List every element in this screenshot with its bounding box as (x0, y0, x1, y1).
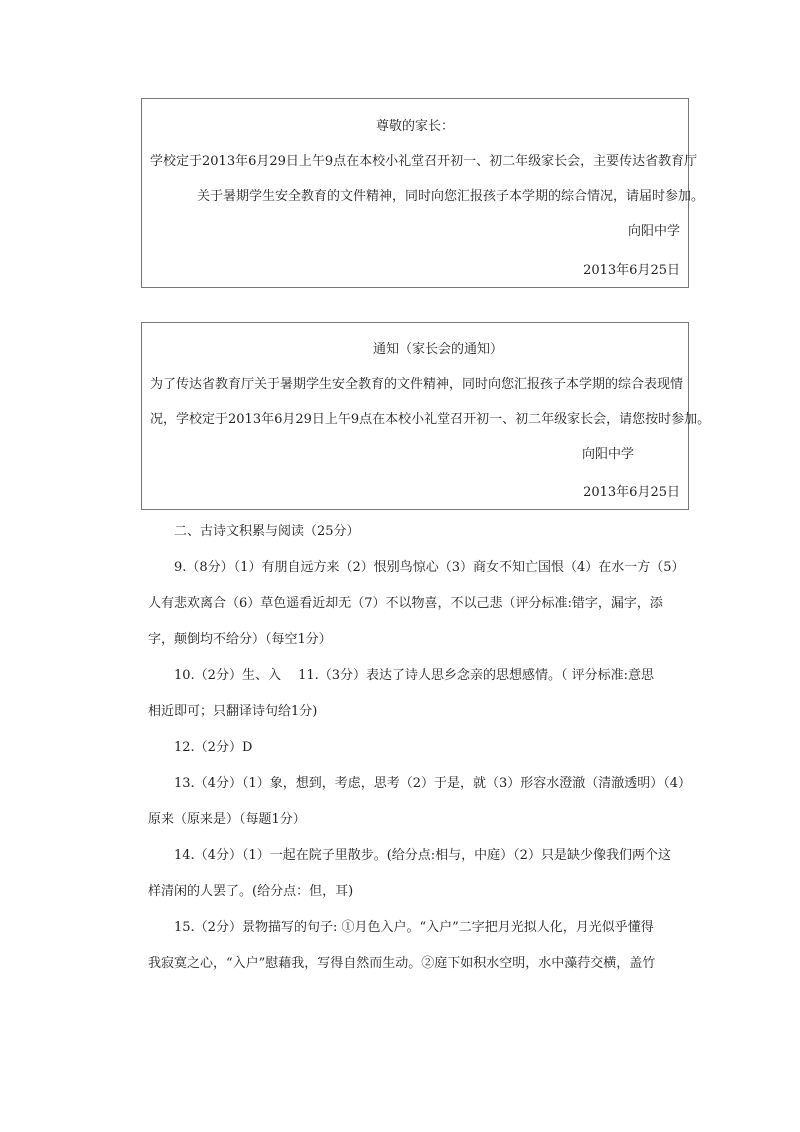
section-heading: 二、古诗文积累与阅读（25分） (174, 524, 360, 539)
answer-line: 13.（4分）（1）象，想到，考虑，思考（2）于是，就（3）形容水澄澈（清澈透明）（4） (174, 776, 692, 791)
answer-line: 我寂寞之心，“入户”慰藉我，写得自然而生动。②庭下如积水空明，水中藻荇交横，盖竹 (148, 956, 656, 971)
notice-body-line: 况，学校定于2013年6月29日上午9点在本校小礼堂召开初一、初二年级家长会，请您按时参加。 (150, 412, 711, 427)
notice-body-line: 为了传达省教育厅关于暑期学生安全教育的文件精神，同时向您汇报孩子本学期的综合表现情 (150, 377, 684, 392)
letter-body-line: 学校定于2013年6月29日上午9点在本校小礼堂召开初一、初二年级家长会，主要传达省教育厅 (150, 154, 698, 169)
notice-title: 通知（家长会的通知） (373, 342, 504, 357)
notice-date: 2013年6月25日 (583, 485, 680, 500)
answer-line: 14.（4分）（1）一起在院子里散步。(给分点:相与，中庭）（2）只是缺少像我们两个这 (174, 848, 671, 863)
answer-line: 样清闲的人罢了。(给分点：但，耳) (148, 884, 354, 899)
answer-line: 人有悲欢离合（6）草色遥看近却无（7）不以物喜，不以己悲（评分标准:错字，漏字，添 (148, 596, 663, 611)
letter-body-line: 关于暑期学生安全教育的文件精神，同时向您汇报孩子本学期的综合情况，请届时参加。 (197, 189, 705, 204)
answer-line: 字，颠倒均不给分）（每空1分） (148, 632, 332, 647)
letter-salutation: 尊敬的家长： (375, 119, 454, 134)
answer-line: 原来（原来是）（每题1分） (148, 812, 306, 827)
answer-line: 10.（2分）生、入 11.（3分）表达了诗人思乡念亲的思想感情。（ 评分标准:意思 (174, 668, 655, 683)
answer-line: 相近即可；只翻译诗句给1分) (148, 704, 318, 719)
parent-meeting-notice (141, 322, 711, 510)
answer-line: 12.（2分）D (174, 740, 253, 755)
letter-date: 2013年6月25日 (583, 263, 680, 278)
answer-line: 9.（8分）（1）有朋自远方来（2）恨别鸟惊心（3）商女不知亡国恨（4）在水一方（5） (174, 560, 685, 575)
answer-line: 15.（2分）景物描写的句子: ①月色入户。“入户”二字把月光拟人化，月光似乎懂得 (174, 920, 654, 935)
letter-signature: 向阳中学 (627, 224, 680, 239)
notice-signature: 向阳中学 (582, 447, 635, 462)
parent-meeting-notice-letter (141, 98, 705, 288)
